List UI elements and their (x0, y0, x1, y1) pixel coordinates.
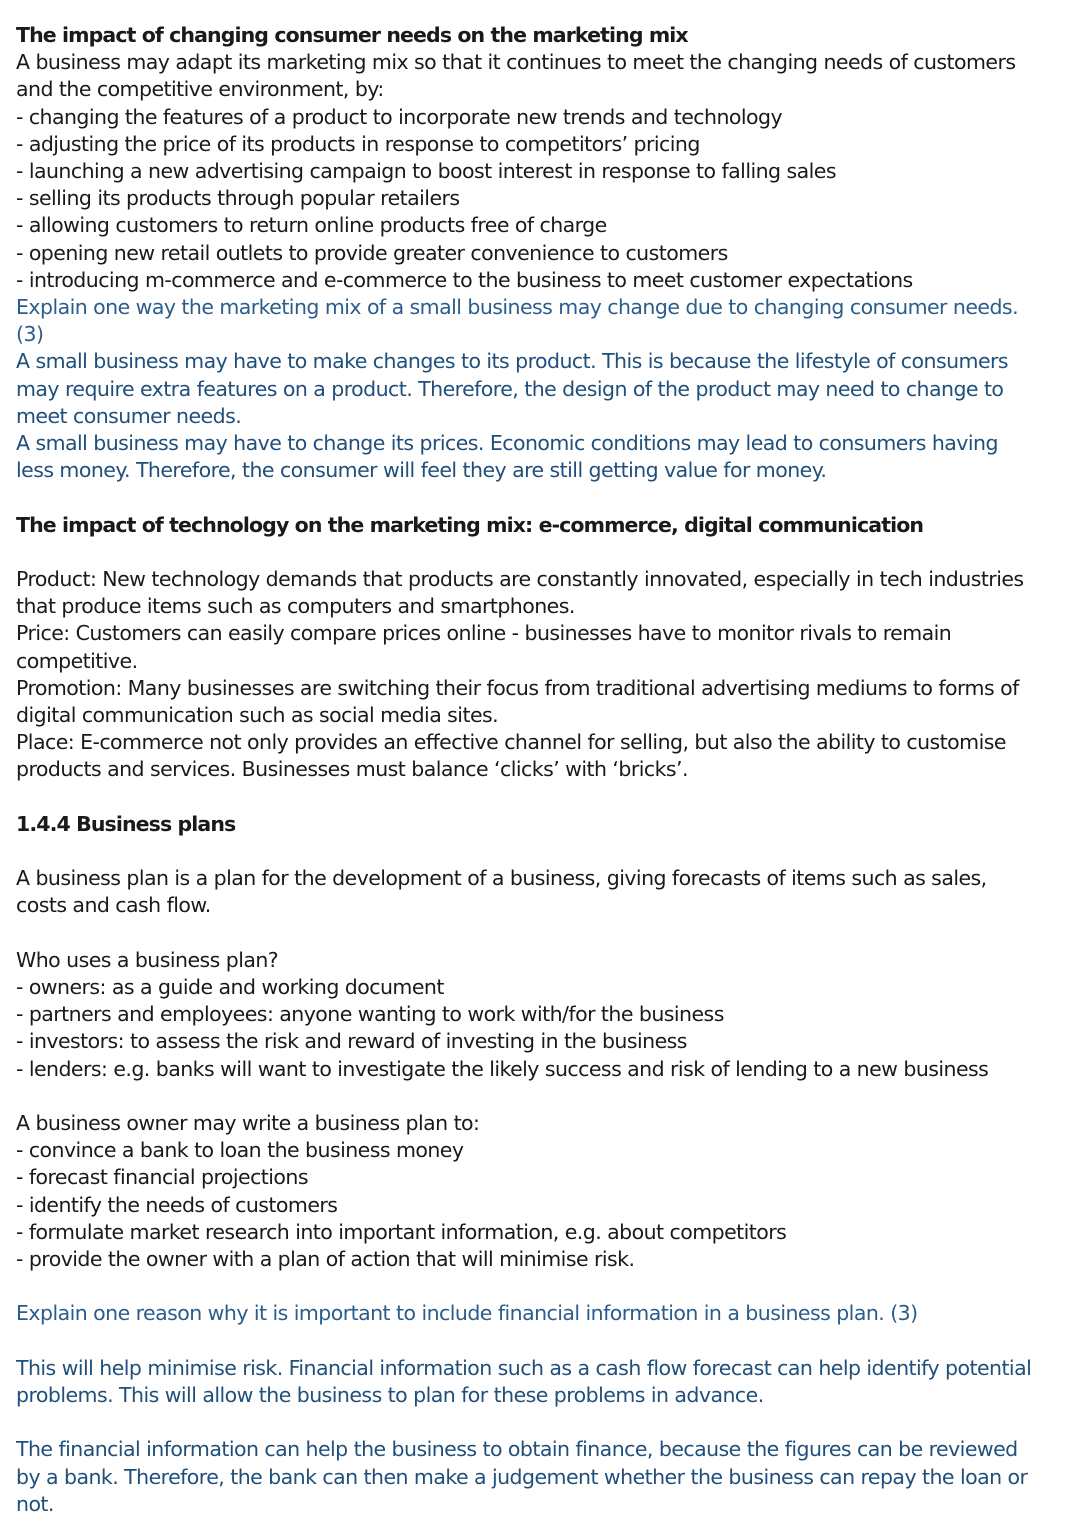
answer-line: A small business may have to change its prices. Economic conditions may lead to consumers having (16, 431, 998, 456)
bullet-item: - opening new retail outlets to provide greater convenience to customers (16, 240, 728, 265)
bullet-item: - provide the owner with a plan of action that will minimise risk. (16, 1247, 635, 1272)
bullet-item: - adjusting the price of its products in response to competitors’ pricing (16, 131, 700, 156)
spacer (16, 484, 1066, 511)
bullet-item: - forecast financial projections (16, 1165, 308, 1190)
bullet-item: - identify the needs of customers (16, 1192, 338, 1217)
answer-line: not. (16, 1491, 54, 1516)
bullet-item: - selling its products through popular retailers (16, 186, 460, 211)
section-consumer-needs (16, 22, 1066, 484)
spacer (16, 1409, 1066, 1436)
section-heading: 1.4.4 Business plans (16, 811, 236, 836)
bullet-item: - formulate market research into important information, e.g. about competitors (16, 1219, 787, 1244)
section-heading: The impact of technology on the marketing mix: e-commerce, digital communication (16, 512, 924, 537)
paragraph-line: that produce items such as computers and smartphones. (16, 594, 575, 619)
paragraph-line: products and services. Businesses must balance ‘clicks’ with ‘bricks’. (16, 757, 688, 782)
paragraph-line: digital communication such as social media sites. (16, 703, 499, 728)
answer-line: by a bank. Therefore, the bank can then make a judgement whether the business can repay the loan or (16, 1464, 1028, 1489)
bullet-item: - convince a bank to loan the business money (16, 1138, 464, 1163)
section-technology-impact (16, 512, 1066, 784)
question-line: Explain one reason why it is important to include financial information in a business plan. (3) (16, 1301, 918, 1326)
bullet-item: - changing the features of a product to incorporate new trends and technology (16, 104, 783, 129)
bullet-item: - investors: to assess the risk and reward of investing in the business (16, 1029, 687, 1054)
paragraph-line: competitive. (16, 648, 138, 673)
paragraph-line: and the competitive environment, by: (16, 77, 384, 102)
document-page (16, 22, 1066, 1518)
bullet-item: - owners: as a guide and working document (16, 975, 444, 1000)
answer-line: This will help minimise risk. Financial information such as a cash flow forecast can help identify potential (16, 1355, 1032, 1380)
paragraph-line: Promotion: Many businesses are switching their focus from traditional advertising mediums to forms of (16, 675, 1019, 700)
answer-line: less money. Therefore, the consumer will feel they are still getting value for money. (16, 458, 827, 483)
bullet-item: - lenders: e.g. banks will want to investigate the likely success and risk of lending to a new business (16, 1056, 989, 1081)
bullet-item: - launching a new advertising campaign to boost interest in response to falling sales (16, 159, 836, 184)
question-line: (3) (16, 322, 44, 347)
paragraph-line: Price: Customers can easily compare prices online - businesses have to monitor rivals to remain (16, 621, 952, 646)
spacer (16, 1328, 1066, 1355)
paragraph-line: costs and cash flow. (16, 893, 211, 918)
paragraph-line: A business plan is a plan for the development of a business, giving forecasts of items such as sales, (16, 866, 987, 891)
bullet-item: - introducing m-commerce and e-commerce to the business to meet customer expectations (16, 267, 913, 292)
question-line: Explain one way the marketing mix of a small business may change due to changing consumer needs. (16, 295, 1019, 320)
spacer (16, 1273, 1066, 1300)
answer-line: may require extra features on a product. Therefore, the design of the product may need to change to (16, 376, 1004, 401)
paragraph-line: A business may adapt its marketing mix so that it continues to meet the changing needs of customers (16, 50, 1016, 75)
bullet-item: - partners and employees: anyone wanting to work with/for the business (16, 1002, 724, 1027)
bullet-item: - allowing customers to return online products free of charge (16, 213, 607, 238)
spacer (16, 838, 1066, 865)
spacer (16, 1083, 1066, 1110)
section-business-plans (16, 811, 1066, 1518)
spacer (16, 784, 1066, 811)
answer-line: meet consumer needs. (16, 403, 242, 428)
answer-line: problems. This will allow the business to plan for these problems in advance. (16, 1383, 764, 1408)
paragraph-line: Product: New technology demands that products are constantly innovated, especially in tech industries (16, 567, 1024, 592)
answer-line: The financial information can help the business to obtain finance, because the figures can be reviewed (16, 1437, 1018, 1462)
spacer (16, 920, 1066, 947)
spacer (16, 539, 1066, 566)
answer-line: A small business may have to make changes to its product. This is because the lifestyle of consumers (16, 349, 1009, 374)
paragraph-line: Place: E-commerce not only provides an effective channel for selling, but also the ability to customise (16, 730, 1006, 755)
subheading: A business owner may write a business plan to: (16, 1111, 480, 1136)
section-heading: The impact of changing consumer needs on the marketing mix (16, 23, 688, 47)
subheading: Who uses a business plan? (16, 947, 279, 972)
